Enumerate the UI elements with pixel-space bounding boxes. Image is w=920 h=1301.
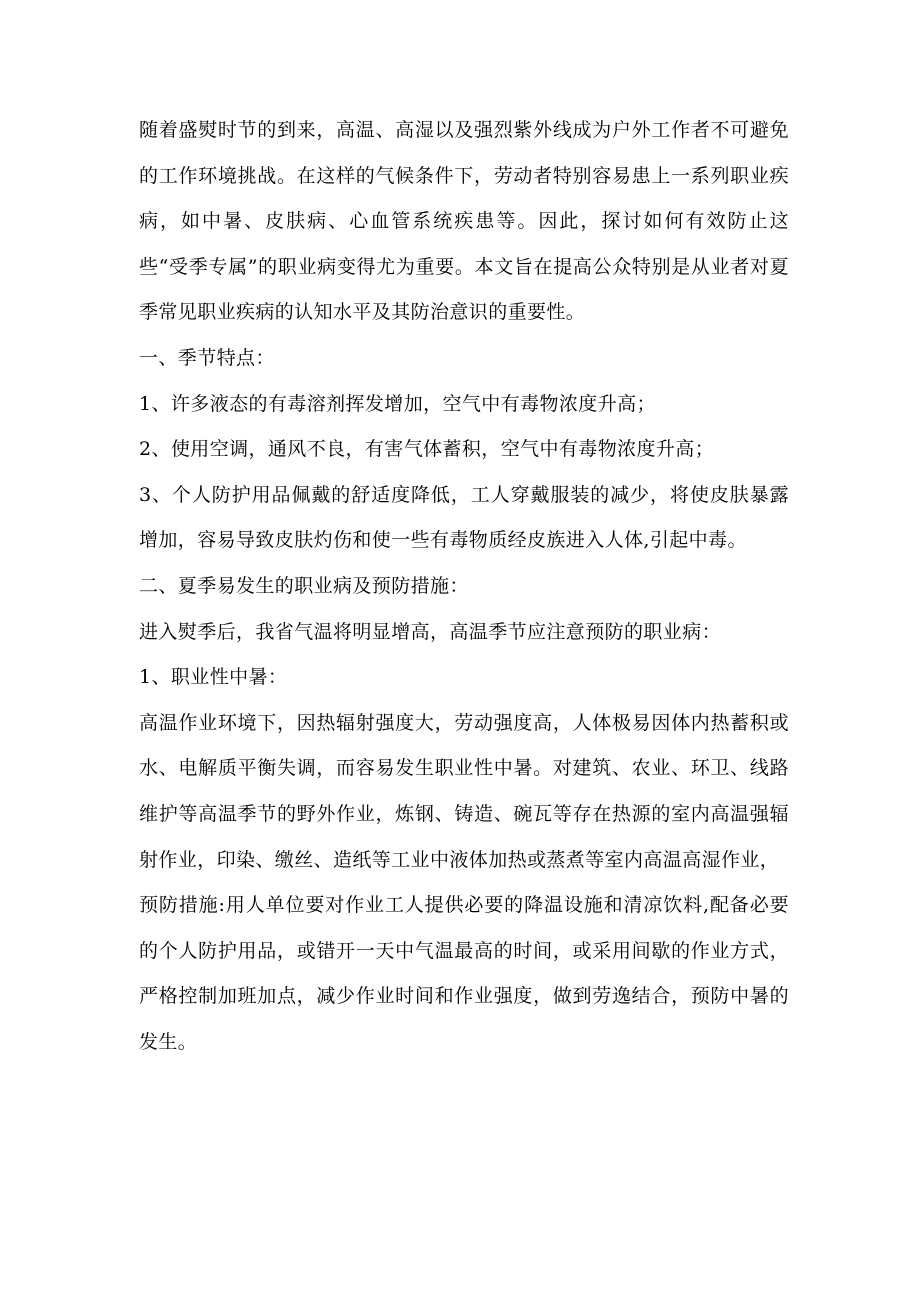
list-item-1: 1、许多液态的有毒溶剂挥发增加，空气中有毒物浓度升高； xyxy=(139,392,656,415)
heading-season-features: 一、季节特点： xyxy=(139,346,275,369)
paragraph-prevention: 预防措施:用人单位要对作业工人提供必要的降温设施和清凉饮料,配备必要的个人防护用品，或错开一天中气温最高的时间，或采用间歇的作业方式，严格控制加班加点，减少作业时间和作业强度，做到劳逸结合，预防中暑的发生。 xyxy=(139,894,789,1053)
paragraph-intro: 随着盛熨时节的到来，高温、高湿以及强烈紫外线成为户外工作者不可避免的工作环境挑战。在这样的气候条件下，劳动者特别容易患上一系列职业疾病，如中暑、皮肤病、心血管系统疾患等。因此，探讨如何有效防止这些“受季专属”的职业病变得尤为重要。本文旨在提高公众特别是从业者对夏季常见职业疾病的认知水平及其防治意识的重要性。 xyxy=(139,119,789,324)
heading-summer-diseases: 二、夏季易发生的职业病及预防措施： xyxy=(139,574,469,597)
list-item-3: 3、个人防护用品佩戴的舒适度降低，工人穿戴服装的减少，将使皮肤暴露增加，容易导致皮肤灼伤和使一些有毒物质经皮族进入人体,引起中毒。 xyxy=(139,483,789,552)
paragraph-summer-intro: 进入熨季后，我省气温将明显增高，高温季节应注意预防的职业病： xyxy=(139,620,722,643)
paragraph-heatstroke: 高温作业环境下，因热辐射强度大，劳动强度高，人体极易因体内热蓄积或水、电解质平衡失调，而容易发生职业性中暑。对建筑、农业、环卫、线路维护等高温季节的野外作业，炼钢、铸造、碗瓦等存在热源的室内高温强辐射作业，印染、缴丝、造纸等工业中液体加热或蒸煮等室内高温高湿作业， xyxy=(139,711,789,871)
subheading-heatstroke: 1、职业性中暑： xyxy=(139,666,288,689)
document-body xyxy=(139,108,789,1065)
list-item-2: 2、使用空调，通风不良，有害气体蓄积，空气中有毒物浓度升高； xyxy=(139,438,715,461)
